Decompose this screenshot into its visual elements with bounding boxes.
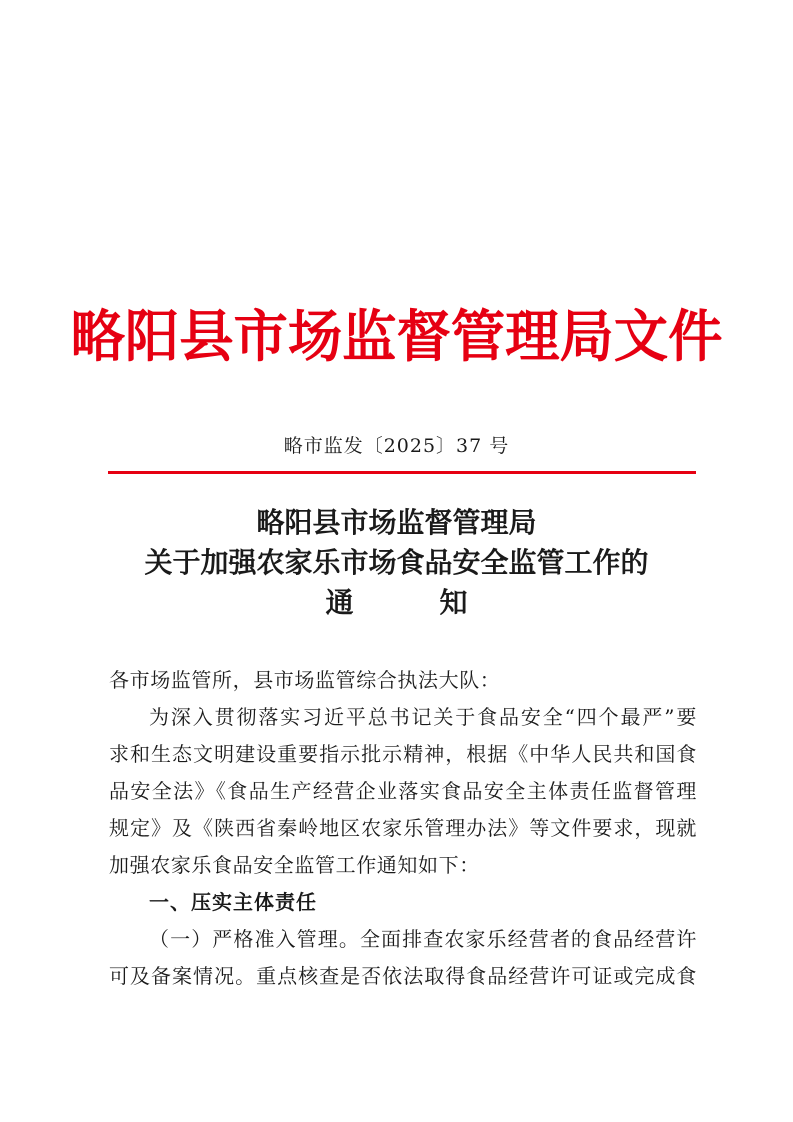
paragraph-intro bbox=[109, 699, 697, 884]
title-line-1: 略阳县市场监督管理局 bbox=[256, 506, 537, 539]
paragraph-line: 品安全法》《食品生产经营企业落实食品安全主体责任监督管理 bbox=[109, 779, 697, 803]
salutation-text: 各市场监管所，县市场监管综合执法大队： bbox=[109, 668, 501, 692]
paragraph-line: 可及备案情况。重点核查是否依法取得食品经营许可证或完成食 bbox=[109, 964, 697, 988]
title-line-3 bbox=[0, 583, 793, 623]
paragraph-line: 加强农家乐食品安全监管工作通知如下： bbox=[109, 853, 480, 877]
paragraph-line: 规定》及《陕西省秦岭地区农家乐管理办法》等文件要求，现就 bbox=[109, 816, 697, 840]
document-title bbox=[0, 503, 793, 623]
title-line-2: 关于加强农家乐市场食品安全监管工作的 bbox=[144, 546, 649, 579]
document-number: 略市监发〔2025〕37 号 bbox=[283, 435, 510, 457]
paragraph-line: 求和生态文明建设重要指示批示精神，根据《中华人民共和国食 bbox=[109, 742, 697, 766]
paragraph-line: （一）严格准入管理。全面排查农家乐经营者的食品经营许 bbox=[149, 927, 697, 951]
title-line-3-part-b: 知 bbox=[439, 586, 468, 619]
section-heading-1 bbox=[109, 884, 697, 921]
salutation bbox=[109, 662, 697, 699]
masthead-title: 略阳县市场监督管理局文件 bbox=[70, 305, 723, 370]
document-body bbox=[109, 662, 697, 995]
title-line-3-part-a: 通 bbox=[325, 586, 354, 619]
section-heading-text: 一、压实主体责任 bbox=[149, 890, 317, 914]
red-divider-line bbox=[108, 471, 696, 474]
paragraph-line: 为深入贯彻落实习近平总书记关于食品安全“四个最严”要 bbox=[149, 705, 697, 729]
paragraph-admission bbox=[109, 921, 697, 995]
